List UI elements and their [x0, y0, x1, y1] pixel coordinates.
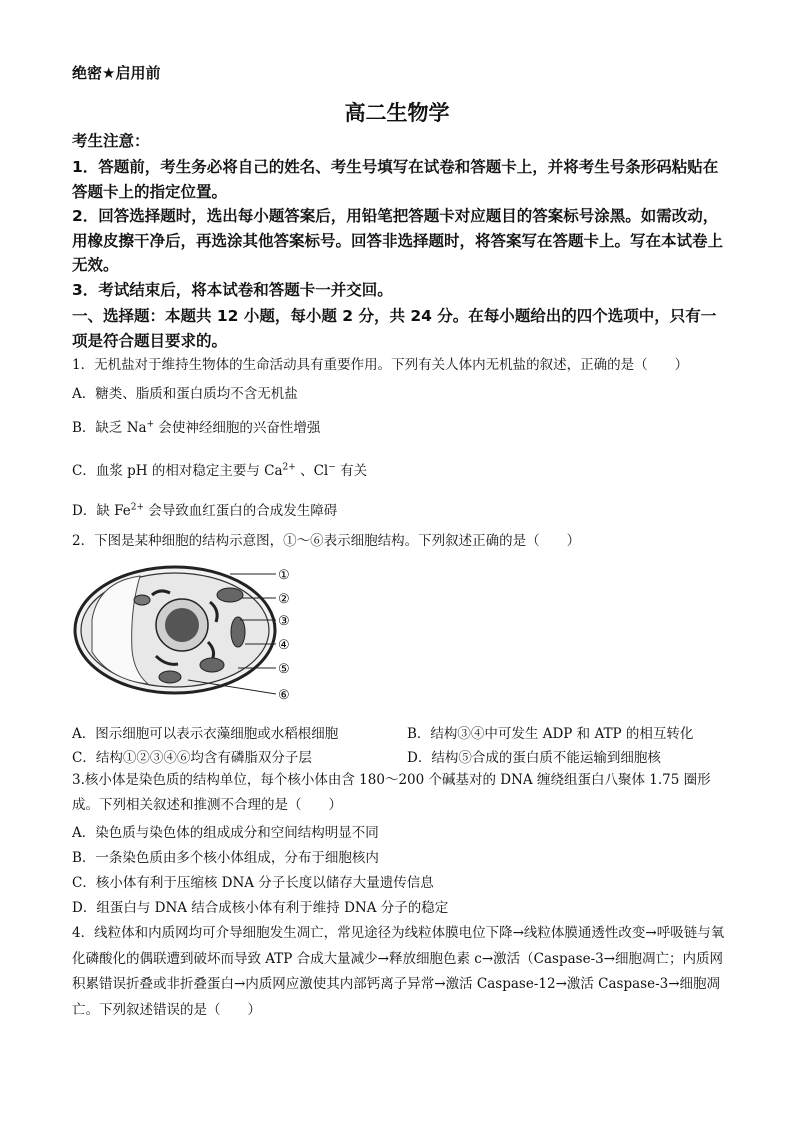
q1-option-b: B．缺乏 Na+ 会使神经细胞的兴奋性增强	[72, 419, 321, 436]
notice-item-2: 2．回答选择题时，选出每小题答案后，用铅笔把答题卡对应题目的答案标号涂黑。如需改动，用橡皮擦干净后，再选涂其他答案标号。回答非选择题时，将答案写在答题卡上。写在本试卷上无效。	[72, 207, 724, 274]
diagram-label-3: ③	[278, 614, 290, 629]
section-1-heading: 一、选择题：本题共 12 小题，每小题 2 分，共 24 分。在每小题给出的四个选项中，只有一项是符合题目要求的。	[72, 307, 717, 350]
q3-option-a: A．染色质与染色体的组成成分和空间结构明显不同	[72, 825, 379, 841]
notice-item-3: 3．考试结束后，将本试卷和答题卡一并交回。	[72, 281, 393, 299]
q2-stem: 2．下图是某种细胞的结构示意图，①～⑥表示细胞结构。下列叙述正确的是（ ）	[72, 533, 581, 549]
q2-option-d: D．结构⑤合成的蛋白质不能运输到细胞核	[407, 750, 661, 766]
q3-option-b: B．一条染色质由多个核小体组成，分布于细胞核内	[72, 850, 379, 866]
q3-stem: 3.核小体是染色质的结构单位，每个核小体由含 180～200 个碱基对的 DNA 缠绕组蛋白八聚体 1.75 圈形成。下列相关叙述和推测不合理的是（ ）	[72, 772, 711, 813]
q1-stem: 1．无机盐对于维持生物体的生命活动具有重要作用。下列有关人体内无机盐的叙述，正确的是（ ）	[72, 357, 689, 373]
notice-heading: 考生注意：	[72, 132, 150, 150]
diagram-label-2: ②	[278, 592, 290, 607]
q1-option-a: A．糖类、脂质和蛋白质均不含无机盐	[72, 386, 298, 402]
q1-option-c: C．血浆 pH 的相对稳定主要与 $Ca^{2+}$ 、Cl− 有关	[72, 462, 368, 479]
q4-stem: 4．线粒体和内质网均可介导细胞发生凋亡，常见途径为线粒体膜电位下降→线粒体膜通透性改变→呼吸链与氧化磷酸化的偶联遭到破坏而导致 ATP 合成大量减少→释放细胞色素 c→激活（Caspase-3→细胞凋亡；内质网积累错误折叠或非折叠蛋白→内质网应激使其内部钙离子异常→激活 Caspase-12→激活 Caspase-3→细胞凋亡。下列叙述错误的是（ ）	[72, 925, 725, 1018]
diagram-label-1: ①	[278, 568, 290, 583]
diagram-label-6: ⑥	[278, 688, 290, 703]
q2-option-c: C．结构①②③④⑥均含有磷脂双分子层	[72, 750, 312, 766]
notice-item-1: 1．答题前，考生务必将自己的姓名、考生号填写在试卷和答题卡上，并将考生号条形码粘贴在答题卡上的指定位置。	[72, 158, 719, 201]
page-title: 高二生物学	[344, 101, 450, 125]
q3-option-d: D．组蛋白与 DNA 结合成核小体有利于维持 DNA 分子的稳定	[72, 900, 449, 916]
secret-mark: 绝密★启用前	[72, 64, 161, 82]
q2-option-a: A．图示细胞可以表示衣藻细胞或水稻根细胞	[72, 726, 339, 742]
diagram-label-5: ⑤	[278, 662, 290, 677]
q2-option-b: B．结构③④中可发生 ADP 和 ATP 的相互转化	[407, 726, 694, 742]
diagram-label-4: ④	[278, 638, 290, 653]
q3-option-c: C．核小体有利于压缩核 DNA 分子长度以储存大量遗传信息	[72, 875, 434, 891]
cell-structure-diagram	[70, 560, 300, 710]
q1-option-d: D．缺 $Fe^{2+}$ 会导致血红蛋白的合成发生障碍	[72, 502, 338, 519]
